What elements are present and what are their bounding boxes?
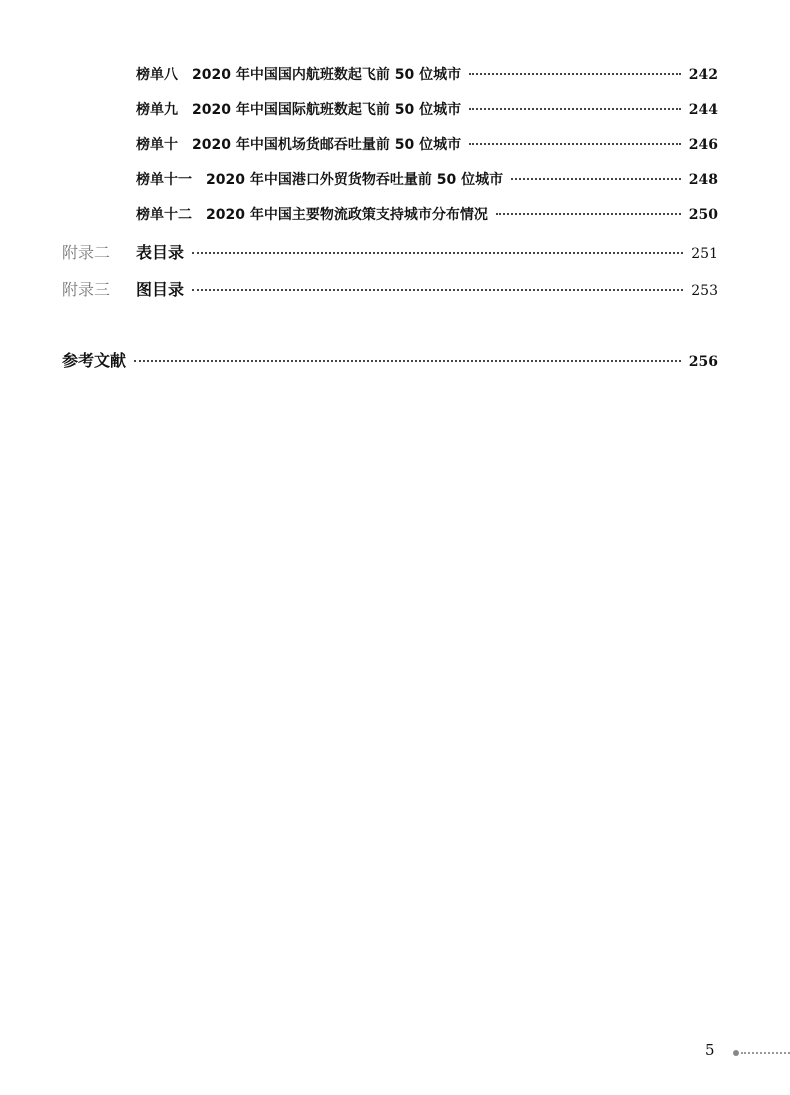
page-number: 5: [705, 1041, 715, 1059]
toc-appendix-label: 附录二: [62, 243, 111, 262]
toc-entry-ranking-12[interactable]: [136, 204, 718, 224]
dotted-rule: [741, 1052, 790, 1054]
toc-entry-ranking-8[interactable]: [136, 64, 718, 84]
toc-entry-label: 榜单九: [136, 102, 178, 118]
dot-leader: [496, 213, 681, 215]
toc-entry-title: 2020 年中国港口外贸货物吞吐量前 50 位城市: [206, 172, 504, 188]
toc-appendix-title: 图目录: [136, 280, 185, 299]
toc-entry-page: 242: [688, 67, 718, 83]
toc-entry-page: 246: [688, 137, 718, 153]
toc-appendix-page: 251: [691, 246, 718, 262]
toc-entry-title: 2020 年中国机场货邮吞吐量前 50 位城市: [192, 137, 462, 153]
page-number-decoration: [733, 1049, 790, 1057]
toc-entry-ranking-11[interactable]: [136, 169, 718, 189]
toc-entry-title: 2020 年中国主要物流政策支持城市分布情况: [206, 207, 488, 223]
dot-leader: [192, 289, 683, 291]
toc-appendix-title: 表目录: [136, 243, 185, 262]
toc-appendix-label: 附录三: [62, 280, 111, 299]
toc-references-title: 参考文献: [62, 351, 127, 370]
toc-entry-label: 榜单十一: [136, 172, 192, 188]
toc-entry-page: 250: [688, 207, 718, 223]
toc-appendix-page: 253: [691, 283, 718, 299]
toc-references-page: 256: [688, 354, 718, 370]
dot-leader: [134, 360, 681, 362]
toc-entry-label: 榜单八: [136, 67, 178, 83]
toc-appendix-3[interactable]: [62, 277, 718, 300]
toc-entry-ranking-10[interactable]: [136, 134, 718, 154]
toc-entry-label: 榜单十二: [136, 207, 192, 223]
dot-leader: [469, 108, 681, 110]
toc-entry-label: 榜单十: [136, 137, 178, 153]
dot-leader: [511, 178, 681, 180]
toc-entry-title: 2020 年中国国际航班数起飞前 50 位城市: [192, 102, 462, 118]
toc-entry-page: 244: [688, 102, 718, 118]
toc-references[interactable]: [62, 348, 718, 371]
dot-leader: [469, 73, 681, 75]
toc-entry-title: 2020 年中国国内航班数起飞前 50 位城市: [192, 67, 462, 83]
toc-entry-ranking-9[interactable]: [136, 99, 718, 119]
bullet-dot-icon: [733, 1050, 739, 1056]
dot-leader: [469, 143, 681, 145]
toc-entry-page: 248: [688, 172, 718, 188]
dot-leader: [192, 252, 683, 254]
toc-appendix-2[interactable]: [62, 240, 718, 263]
